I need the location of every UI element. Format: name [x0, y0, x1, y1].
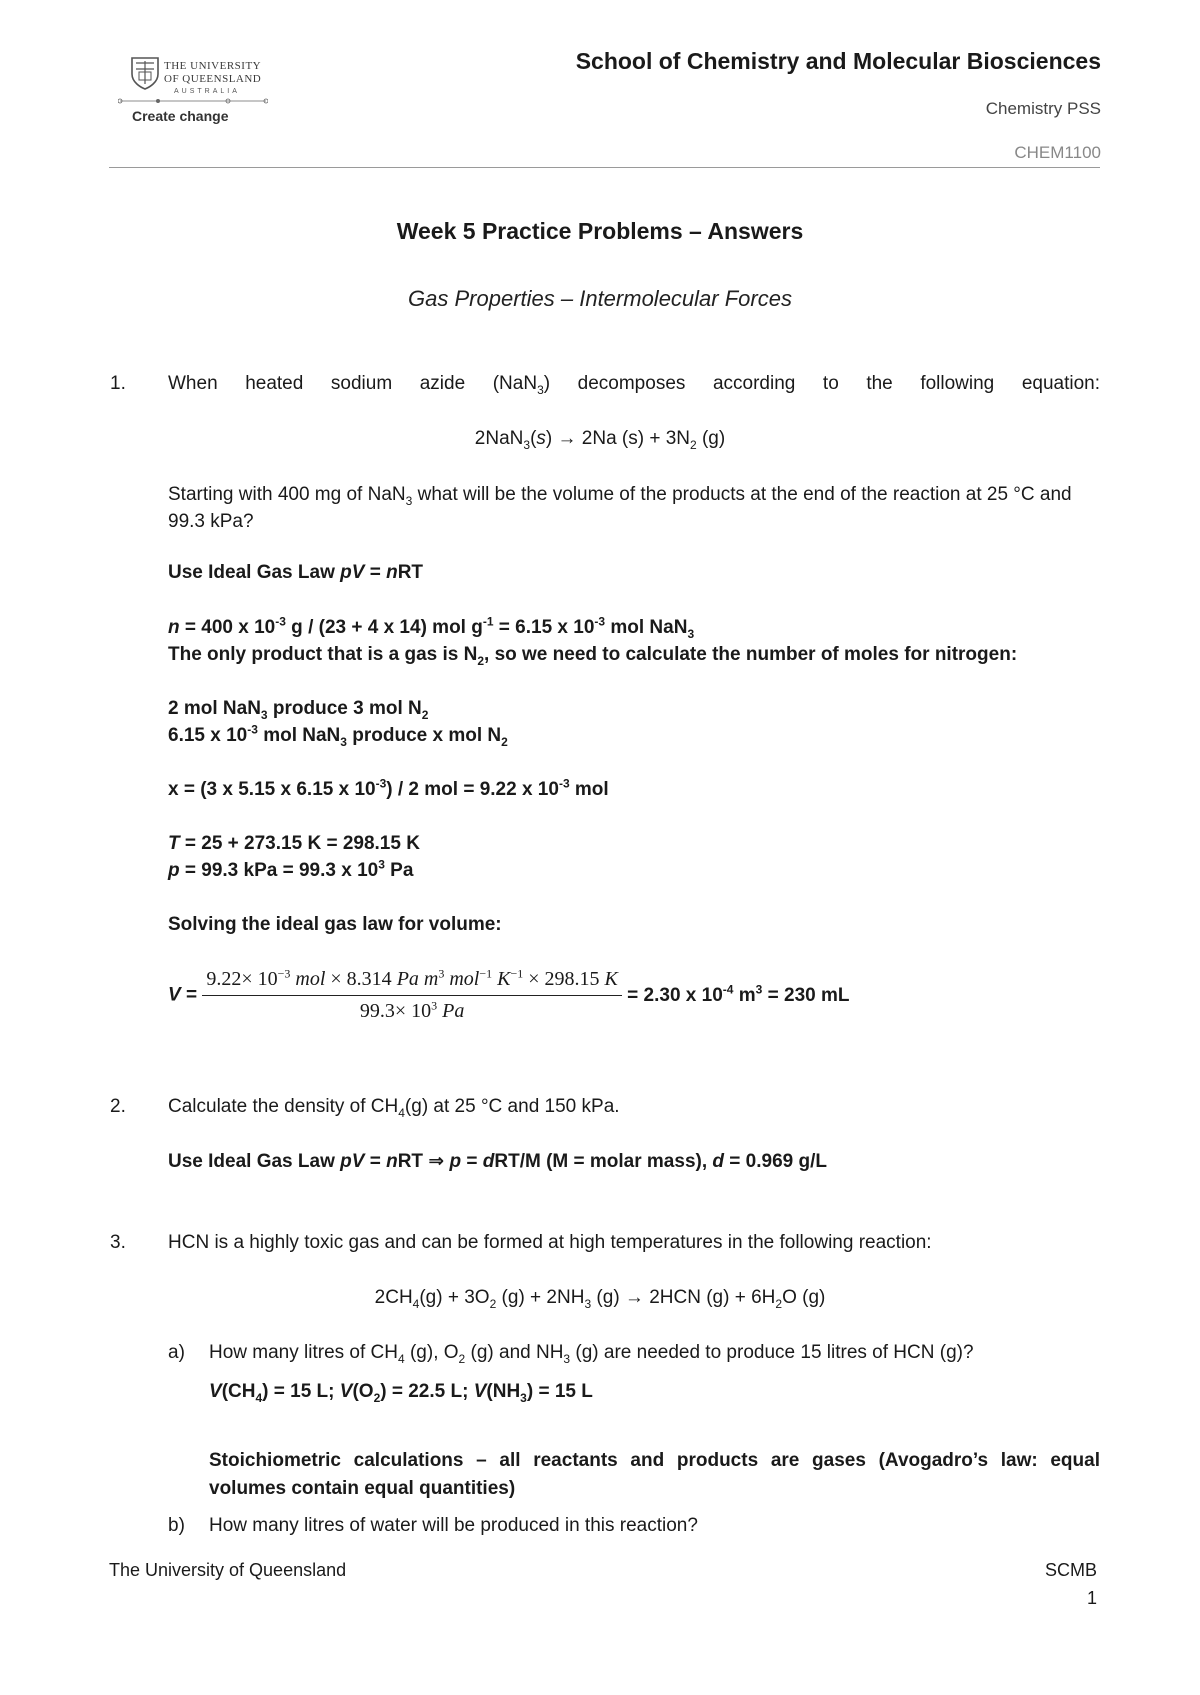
course-code: CHEM1100 — [1014, 143, 1101, 162]
q3-a-note: Stoichiometric calculations – all reactants and products are gases (Avogadro’s law: equal volumes contain equal quantities) — [209, 1450, 1100, 1499]
q1-question: When heated sodium azide (NaN$_3$) decomposes according to the following equation: — [168, 373, 1101, 397]
q2-question: Calculate the density of $CH_4(g)$ at 25 °C and 150 kPa. — [168, 1096, 620, 1120]
volume-denominator: $99.3\times 10^3$ Pa — [359, 998, 465, 1022]
university-logo — [118, 54, 278, 128]
q1-pressure: p = 99.3 kPa = 99.3 x $10^3$ Pa — [168, 857, 414, 881]
q1-volume-equation: V = $\frac{9.22\times 10^{-3} mol \times 8.314 Pa m^3 mol^{-1} K^{-1} \times 298.15 K}{99.3\times 10^3 Pa}$ = 2.30 x $10^{-4}$ $m^3 = 230$ mL — [168, 966, 850, 1022]
q3-b-label: b) — [168, 1515, 185, 1536]
q1-number: 1. — [110, 373, 126, 394]
volume-numerator: $9.22\times 10^{-3}$ mol × 8.314 Pa $m^3$ mol$^{-1}$ $K^{-1} \times 298.15$ K — [202, 968, 622, 996]
logo-line-3: AUSTRALIA — [174, 88, 240, 95]
q1-prompt: Starting with 400 mg of NaN$_3$ what will be the volume of the products at the end of the reaction at 25 °C and 99.3 kPa? — [168, 484, 1072, 532]
q1-equation: 2NaN$_3$(s) → 2Na $(s) + 3N_2$ (g) — [474, 428, 726, 452]
q1-ratio-2: 6.15 x $10^{-3}$ mol NaN$_3$ produce x mol $N_2$ — [168, 722, 508, 749]
volume-fraction — [202, 968, 622, 1023]
footer-school: SCMB — [1044, 1560, 1097, 1580]
q3-a-question: How many litres of $CH_4$ (g), $O_2$ (g) and $NH_3$ (g) are needed to produce 15 litres of HCN (g)? — [209, 1342, 974, 1366]
school-title: School of Chemistry and Molecular Biosciences — [575, 48, 1101, 74]
q1-x-calc: x = (3 x 5.15 x 6.15 x $10^{-3}) / 2$ mol = 9.22 x $10^{-3}$ mol — [168, 776, 609, 800]
q2-answer: Use Ideal Gas Law pV = nRT ⇒ p = dRT/M (M = molar mass), d = 0.969 g/L — [168, 1151, 827, 1172]
logo-tagline: Create change — [132, 108, 229, 124]
logo-line-1: THE UNIVERSITY — [164, 60, 262, 72]
document-subtitle: Gas Properties – Intermolecular Forces — [408, 286, 792, 311]
document-title: Week 5 Practice Problems – Answers — [396, 218, 804, 244]
logo-line-2: OF QUEENSLAND — [164, 73, 262, 85]
q2-number: 2. — [110, 1096, 126, 1117]
q1-ratio-1: 2 mol NaN$_3$ produce 3 mol $N_2$ — [168, 698, 429, 722]
q3-a-answer: $V(CH_4) = 15$ L; $V(O_2) = 22.5$ L; $V(NH_3) = 15$ L — [209, 1381, 593, 1405]
q3-a-label: a) — [168, 1342, 185, 1363]
q3-question: HCN is a highly toxic gas and can be formed at high temperatures in the following reaction: — [168, 1232, 932, 1253]
q1-moles: n = 400 x $10^{-3}$ g / (23 + 4 x 14) mol $g^{-1} = 6.15$ x $10^{-3}$ mol NaN$_3$ — [168, 614, 695, 641]
page-number: 1 — [1086, 1588, 1097, 1608]
q1-temperature: T = 25 + 273.15 K = 298.15 K — [168, 833, 420, 854]
q3-number: 3. — [110, 1232, 126, 1253]
unit-label: Chemistry PSS — [985, 99, 1101, 118]
q3-b-question: How many litres of water will be produced in this reaction? — [209, 1515, 698, 1536]
header-divider — [109, 167, 1100, 168]
footer-university: The University of Queensland — [109, 1560, 347, 1580]
crest-icon — [130, 56, 160, 90]
q1-solving: Solving the ideal gas law for volume: — [168, 914, 502, 935]
q1-note: The only product that is a gas is $N_2$, so we need to calculate the number of moles for nitrogen: — [168, 644, 1018, 668]
logo-divider-icon — [118, 96, 268, 106]
q1-law: Use Ideal Gas Law pV = nRT — [168, 562, 424, 583]
q3-equation: $2CH_4(g) + 3O_2$ $(g) + 2NH_3$ (g) → 2HCN $(g) + 6H_2O$ (g) — [374, 1287, 826, 1311]
